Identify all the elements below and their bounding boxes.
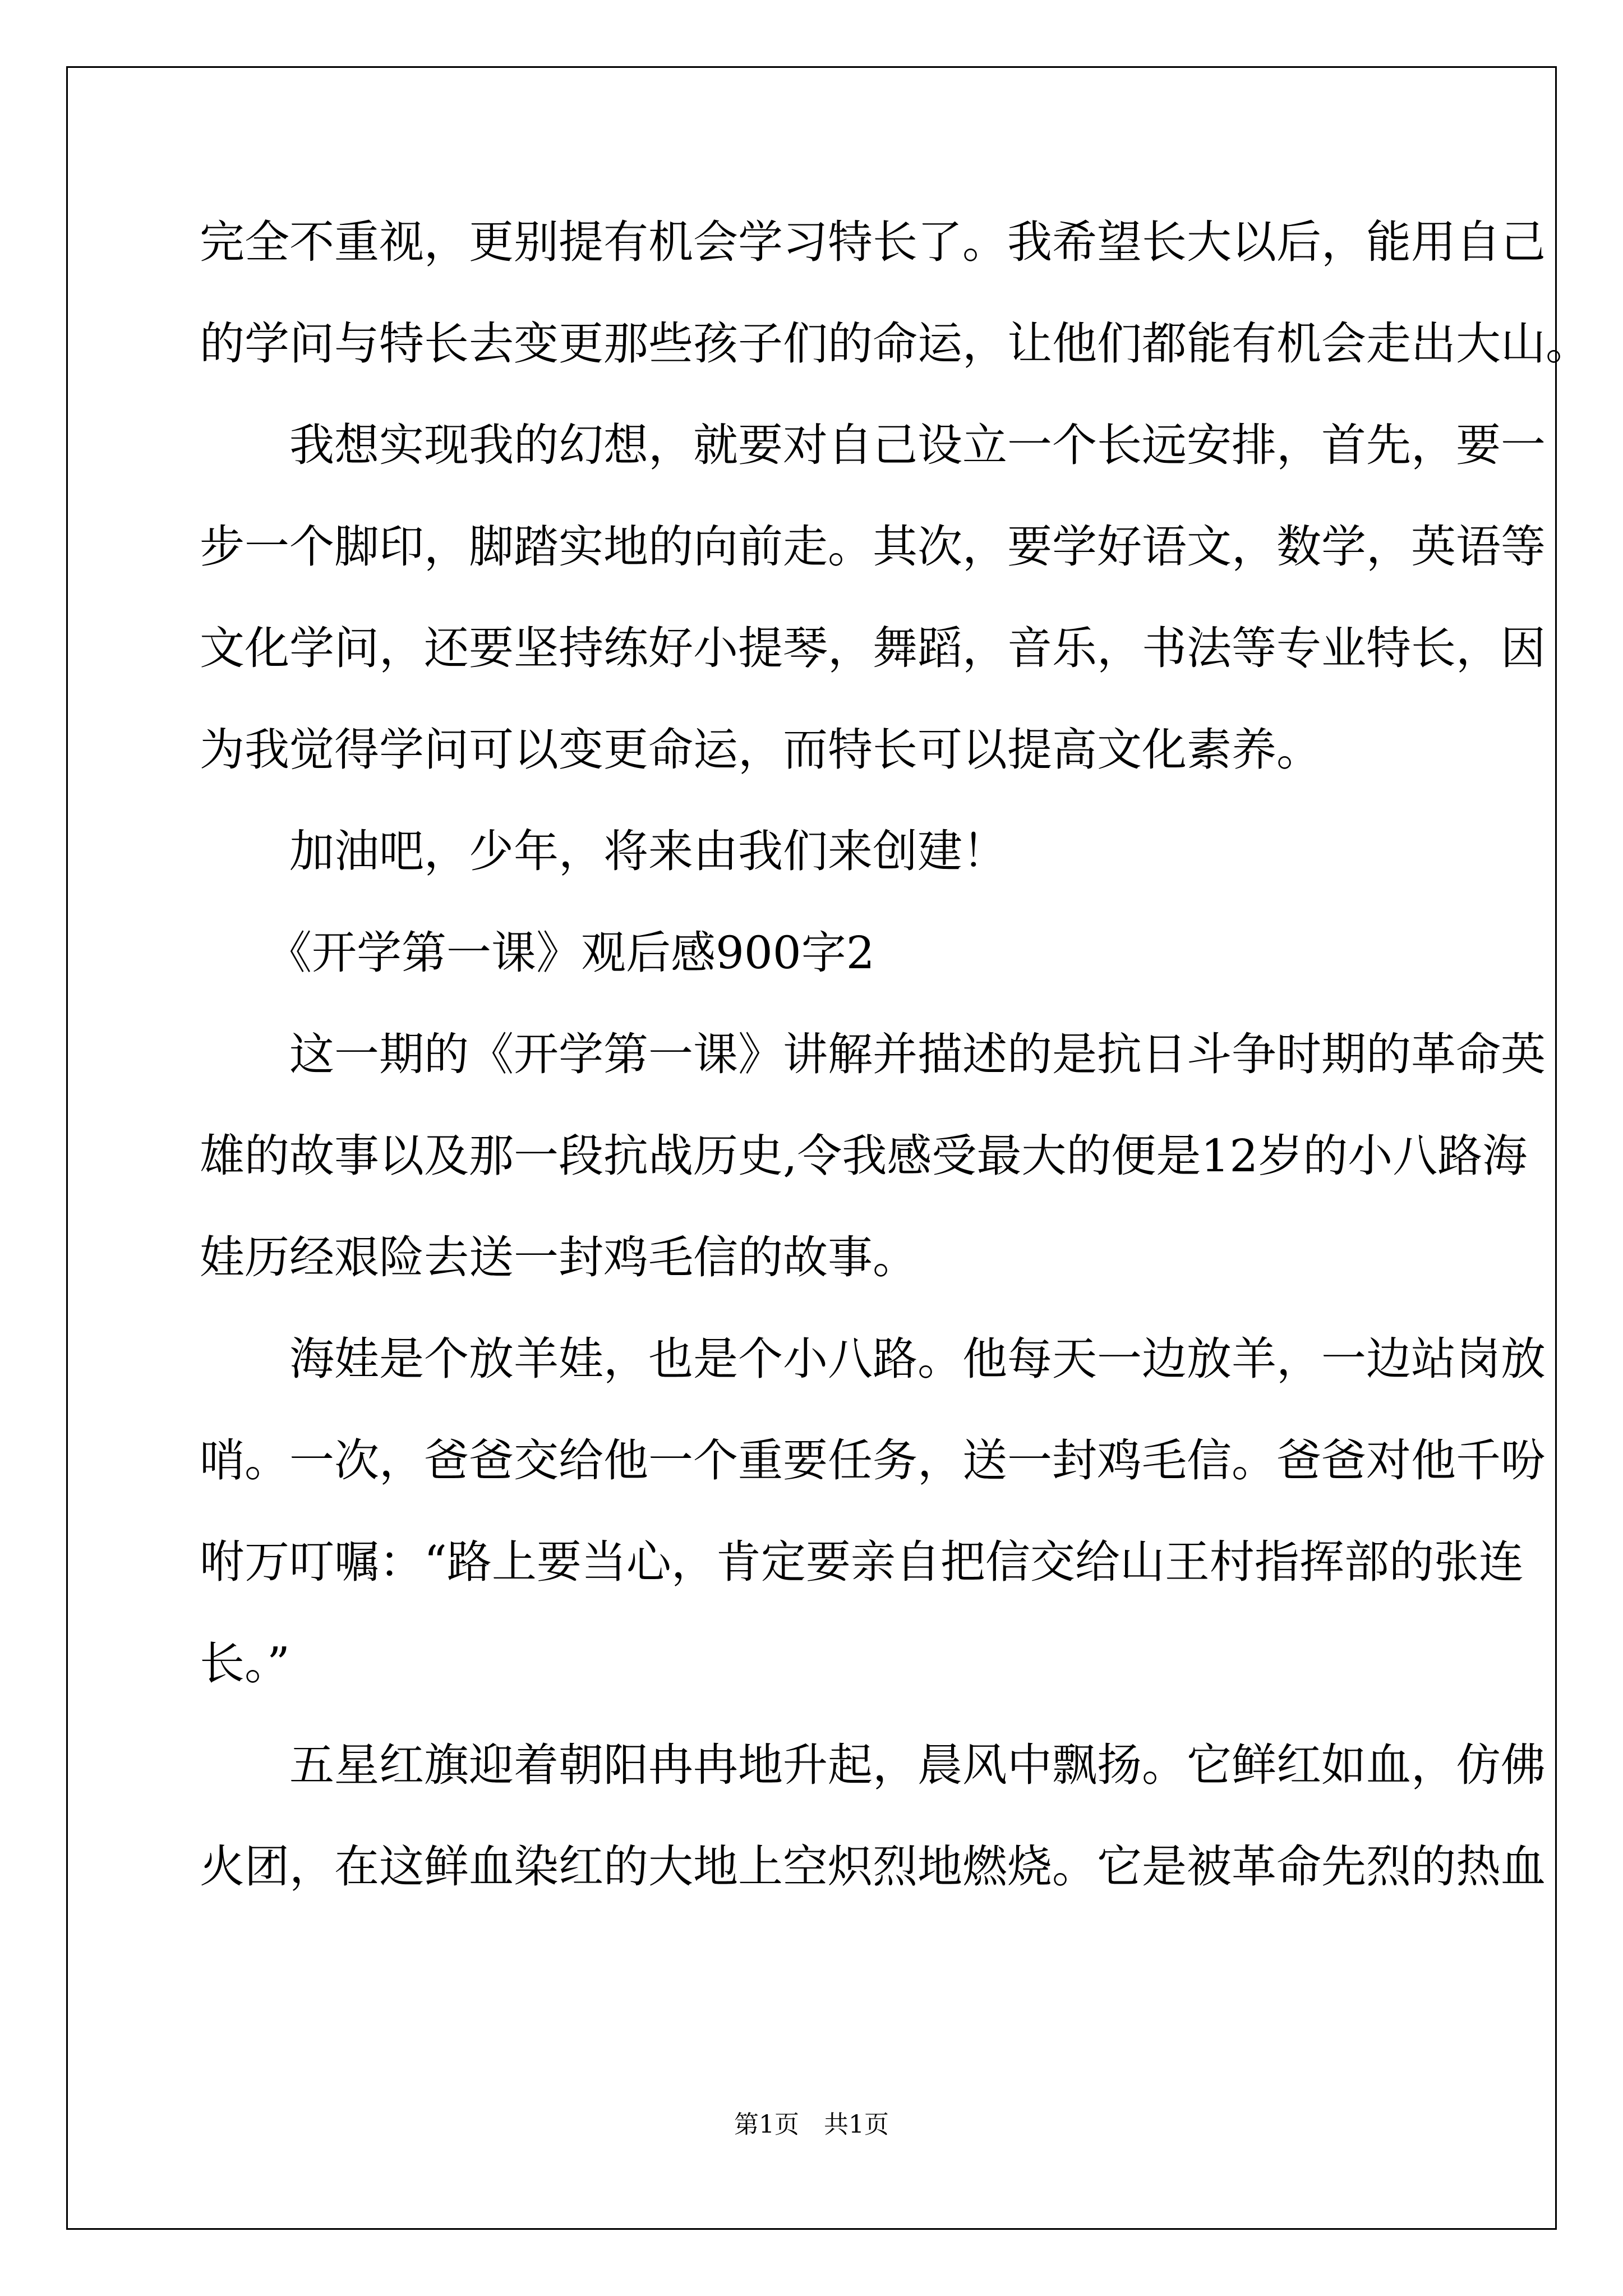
text-line-17: 火团，在这鲜血染红的大地上空炽烈地燃烧。它是被革命先烈的热血 <box>200 1841 1546 1893</box>
section-heading: 《开学第一课》观后感900字2 <box>200 927 875 979</box>
text-line-11: 娃历经艰险去送一封鸡毛信的故事。 <box>200 1231 917 1283</box>
text-line-2: 的学问与特长去变更那些孩子们的命运，让他们都能有机会走出大山。 <box>200 318 1590 370</box>
text-line-3: 我想实现我的幻想，就要对自己设立一个长远安排，首先，要一 <box>200 419 1546 471</box>
text-line-9: 这一期的《开学第一课》讲解并描述的是抗日斗争时期的革命英 <box>200 1028 1546 1080</box>
text-line-12: 海娃是个放羊娃，也是个小八路。他每天一边放羊，一边站岗放 <box>200 1333 1546 1385</box>
text-line-5: 文化学问，还要坚持练好小提琴，舞蹈，音乐，书法等专业特长，因 <box>200 622 1546 674</box>
text-line-4: 步一个脚印，脚踏实地的向前走。其次，要学好语文，数学，英语等 <box>200 521 1546 573</box>
text-line-15: 长。” <box>200 1637 290 1690</box>
text-line-6: 为我觉得学问可以变更命运，而特长可以提高文化素养。 <box>200 724 1321 776</box>
text-line-7: 加油吧，少年，将来由我们来创建！ <box>200 825 1007 877</box>
text-line-16: 五星红旗迎着朝阳冉冉地升起，晨风中飘扬。它鲜红如血，仿佛 <box>200 1739 1546 1791</box>
text-line-14: 咐万叮嘱：“路上要当心，肯定要亲自把信交给山王村指挥部的张连 <box>200 1536 1524 1588</box>
text-line-1: 完全不重视，更别提有机会学习特长了。我希望长大以后，能用自己 <box>200 216 1546 268</box>
text-line-13: 哨。一次，爸爸交给他一个重要任务，送一封鸡毛信。爸爸对他千吩 <box>200 1434 1546 1487</box>
page-footer: 第1页 共1页 <box>734 2110 889 2139</box>
text-line-10: 雄的故事以及那一段抗战历史,令我感受最大的便是12岁的小八路海 <box>200 1130 1528 1182</box>
